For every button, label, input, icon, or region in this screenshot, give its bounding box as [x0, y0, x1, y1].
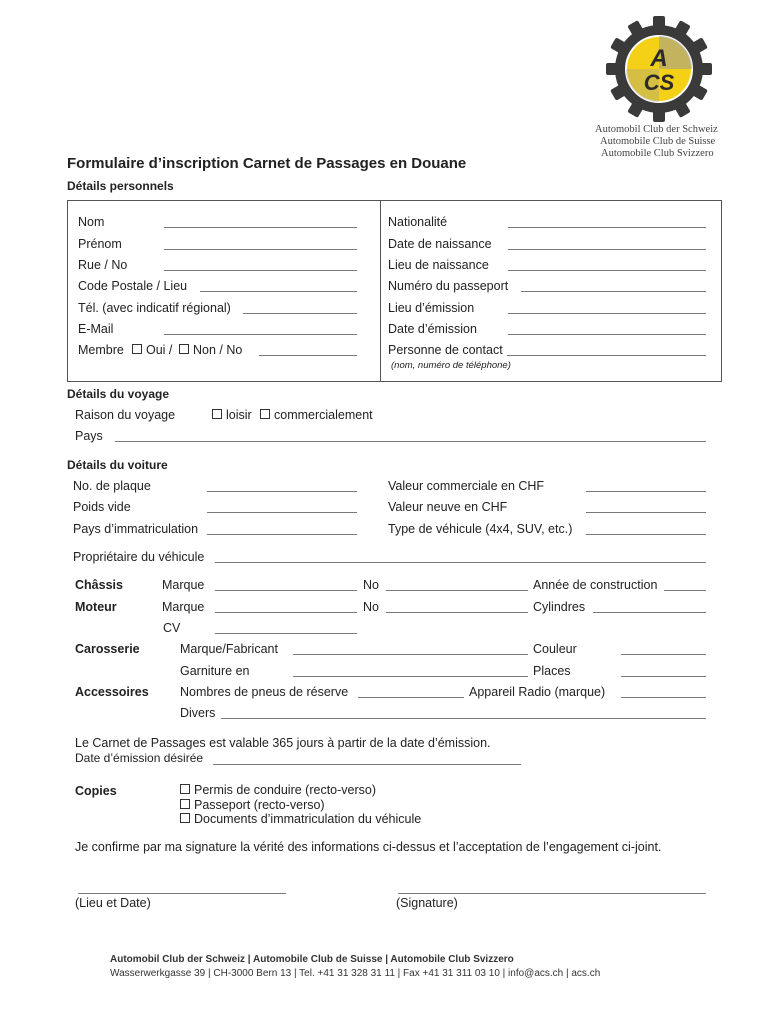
footer-line-1: Automobil Club der Schweiz | Automobile Club de Suisse | Automobile Club Svizzero — [110, 954, 514, 965]
field-tel[interactable] — [243, 313, 357, 314]
label-nationalite: Nationalité — [388, 215, 448, 229]
label-raison: Raison du voyage — [75, 408, 176, 422]
logo-line-2: Automobile Club de Suisse — [600, 136, 716, 147]
label-tel: Tél. (avec indicatif régional) — [78, 301, 231, 315]
validity-text: Le Carnet de Passages est valable 365 jours à partir de la date d’émission. — [75, 736, 491, 750]
field-date-emission[interactable] — [508, 334, 706, 335]
label-passeport: Numéro du passeport — [388, 279, 509, 293]
copy-option-passeport[interactable] — [180, 798, 325, 812]
field-nom[interactable] — [164, 227, 357, 228]
label-pneus: Nombres de pneus de réserve — [180, 685, 349, 699]
field-rue[interactable] — [164, 270, 357, 271]
gear-logo-icon — [604, 14, 714, 124]
label-email: E-Mail — [78, 322, 114, 336]
label-radio: Appareil Radio (marque) — [469, 685, 606, 699]
label-type: Type de véhicule (4x4, SUV, etc.) — [388, 522, 573, 536]
field-code[interactable] — [200, 291, 357, 292]
label-date-desiree: Date d’émission désirée — [75, 751, 204, 765]
label-poids: Poids vide — [73, 500, 131, 514]
field-prenom[interactable] — [164, 249, 357, 250]
field-chassis-marque[interactable] — [215, 590, 357, 591]
page-title: Formulaire d’inscription Carnet de Passages en Douane — [67, 155, 467, 172]
field-date-desiree[interactable] — [213, 764, 521, 765]
field-proprietaire[interactable] — [215, 562, 706, 563]
contact-hint: (nom, numéro de téléphone) — [391, 360, 511, 371]
copy-option-documents[interactable] — [180, 812, 421, 826]
field-radio[interactable] — [621, 697, 706, 698]
label-contact: Personne de contact — [388, 343, 503, 357]
field-moteur-no[interactable] — [386, 612, 528, 613]
field-annee[interactable] — [664, 590, 706, 591]
label-chassis-no: No — [363, 578, 379, 592]
checkbox-icon[interactable] — [179, 344, 189, 354]
checkbox-icon[interactable] — [212, 409, 222, 419]
loisir-option[interactable] — [212, 408, 252, 422]
label-proprietaire: Propriétaire du véhicule — [73, 550, 205, 564]
label-valeur-neuve: Valeur neuve en CHF — [388, 500, 508, 514]
footer-line-2: Wasserwerkgasse 39 | CH-3000 Bern 13 | Tel. +41 31 328 31 11 | Fax +41 31 311 03 10 | info@acs.ch | acs.ch — [110, 968, 601, 979]
field-valeur-neuve[interactable] — [586, 512, 706, 513]
checkbox-icon[interactable] — [260, 409, 270, 419]
field-type[interactable] — [586, 534, 706, 535]
label-pays: Pays — [75, 429, 103, 443]
label-chassis-marque: Marque — [162, 578, 205, 592]
label-garniture: Garniture en — [180, 664, 250, 678]
checkbox-icon[interactable] — [180, 813, 190, 823]
oui-label: Oui / — [146, 343, 173, 357]
field-email[interactable] — [164, 334, 357, 335]
loisir-label: loisir — [226, 408, 252, 422]
field-signature[interactable] — [398, 893, 706, 894]
field-lieu-date[interactable] — [78, 893, 286, 894]
field-pneus[interactable] — [358, 697, 464, 698]
label-plaque: No. de plaque — [73, 479, 151, 493]
personal-divider — [380, 200, 381, 381]
field-membre[interactable] — [259, 355, 357, 356]
label-valeur-comm: Valeur commerciale en CHF — [388, 479, 545, 493]
label-cv: CV — [163, 621, 181, 635]
label-marque-fab: Marque/Fabricant — [180, 642, 278, 656]
field-places[interactable] — [621, 676, 706, 677]
svg-text:A: A — [650, 45, 668, 72]
field-cylindres[interactable] — [593, 612, 706, 613]
confirm-text: Je confirme par ma signature la vérité des informations ci-dessus et l’acceptation de l’engagement ci-joint. — [75, 840, 662, 854]
svg-text:CS: CS — [643, 70, 675, 95]
label-prenom: Prénom — [78, 237, 122, 251]
label-membre: Membre — [78, 343, 124, 357]
checkbox-icon[interactable] — [180, 784, 190, 794]
commercial-option[interactable] — [260, 408, 373, 422]
label-date-emission: Date d’émission — [388, 322, 477, 336]
label-lieu-emission: Lieu d’émission — [388, 301, 475, 315]
field-naissance[interactable] — [508, 249, 706, 250]
field-divers[interactable] — [221, 718, 706, 719]
copy-option-permis[interactable] — [180, 783, 376, 797]
copy-label: Documents d’immatriculation du véhicule — [194, 812, 422, 826]
label-lieu-naissance: Lieu de naissance — [388, 258, 489, 272]
field-moteur-marque[interactable] — [215, 612, 357, 613]
label-places: Places — [533, 664, 571, 678]
field-contact[interactable] — [507, 355, 706, 356]
label-couleur: Couleur — [533, 642, 577, 656]
field-passeport[interactable] — [521, 291, 706, 292]
label-carosserie: Carosserie — [75, 642, 140, 656]
field-garniture[interactable] — [293, 676, 528, 677]
label-rue: Rue / No — [78, 258, 128, 272]
label-moteur-no: No — [363, 600, 379, 614]
copy-label: Passeport (recto-verso) — [194, 798, 325, 812]
acs-logo — [604, 14, 714, 124]
section-personal: Détails personnels — [67, 179, 174, 193]
label-annee: Année de construction — [533, 578, 658, 592]
field-pays-immat[interactable] — [207, 534, 357, 535]
field-nationalite[interactable] — [508, 227, 706, 228]
copy-label: Permis de conduire (recto-verso) — [194, 783, 377, 797]
logo-line-1: Automobil Club der Schweiz — [595, 124, 718, 135]
label-divers: Divers — [180, 706, 216, 720]
field-chassis-no[interactable] — [386, 590, 528, 591]
field-marque-fab[interactable] — [293, 654, 528, 655]
label-accessoires: Accessoires — [75, 685, 149, 699]
label-moteur-marque: Marque — [162, 600, 205, 614]
field-lieu-naissance[interactable] — [508, 270, 706, 271]
section-car: Détails du voiture — [67, 458, 168, 472]
section-trip: Détails du voyage — [67, 387, 170, 401]
label-naissance: Date de naissance — [388, 237, 492, 251]
label-pays-immat: Pays d’immatriculation — [73, 522, 199, 536]
membre-oui-option[interactable] — [132, 343, 172, 357]
field-lieu-emission[interactable] — [508, 313, 706, 314]
field-cv[interactable] — [215, 633, 357, 634]
membre-non-option[interactable] — [179, 343, 242, 357]
commercial-label: commercialement — [274, 408, 373, 422]
label-moteur: Moteur — [75, 600, 117, 614]
field-pays[interactable] — [115, 441, 706, 442]
label-code: Code Postale / Lieu — [78, 279, 188, 293]
field-plaque[interactable] — [207, 491, 357, 492]
label-copies: Copies — [75, 784, 117, 798]
label-cylindres: Cylindres — [533, 600, 586, 614]
logo-line-3: Automobile Club Svizzero — [601, 148, 714, 159]
label-chassis: Châssis — [75, 578, 123, 592]
label-lieu-date: (Lieu et Date) — [75, 896, 151, 910]
field-couleur[interactable] — [621, 654, 706, 655]
checkbox-icon[interactable] — [180, 799, 190, 809]
field-valeur-comm[interactable] — [586, 491, 706, 492]
non-label: Non / No — [193, 343, 243, 357]
checkbox-icon[interactable] — [132, 344, 142, 354]
field-poids[interactable] — [207, 512, 357, 513]
label-signature: (Signature) — [396, 896, 458, 910]
label-nom: Nom — [78, 215, 105, 229]
